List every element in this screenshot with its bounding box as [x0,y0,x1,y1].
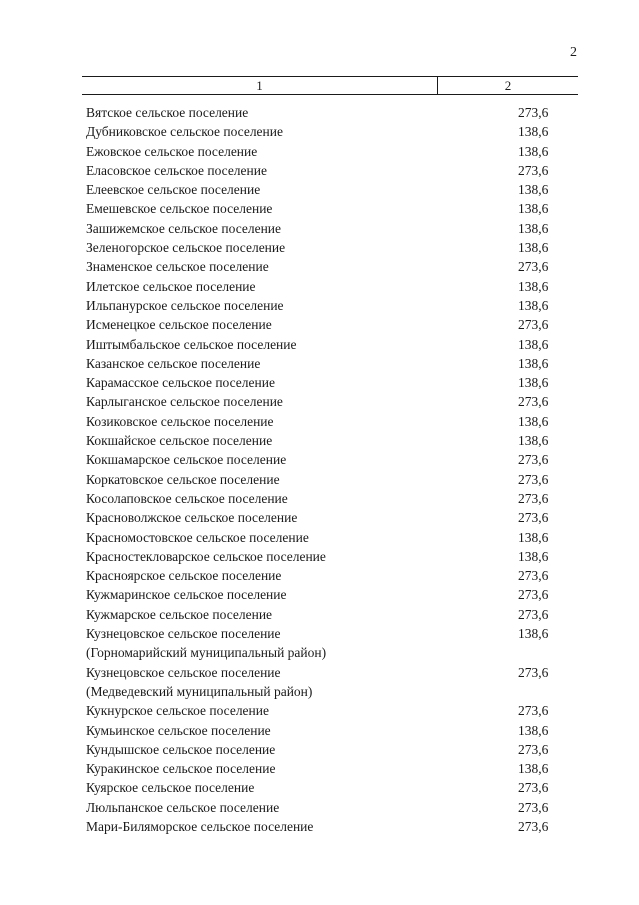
settlement-name: Исменецкое сельское поселение [86,317,272,333]
amount-value: 273,6 [518,568,549,584]
amount-value: 138,6 [518,240,549,256]
table-row [86,315,576,334]
table-row [86,354,576,373]
settlement-name: Куракинское сельское поселение [86,761,276,777]
amount-value: 138,6 [518,722,549,738]
amount-value: 138,6 [518,355,549,371]
settlement-name: Кумьинское сельское поселение [86,722,271,738]
table-body [86,103,576,836]
amount-value: 273,6 [518,703,549,719]
settlement-name: Елеевское сельское поселение [86,182,261,198]
settlement-name: Кужмарское сельское поселение [86,606,273,622]
table-row [86,199,576,218]
amount-value: 273,6 [518,394,549,410]
settlement-name: Красномостовское сельское поселение [86,529,309,545]
table-row [86,335,576,354]
settlement-name: Кокшайское сельское поселение [86,433,273,449]
table-row [86,701,576,720]
settlement-name: Карлыганское сельское поселение [86,394,283,410]
amount-value: 138,6 [518,433,549,449]
settlement-name: Ильпанурское сельское поселение [86,297,284,313]
table-row [86,547,576,566]
column-header-2: 2 [504,78,512,93]
table-row [86,296,576,315]
table-row [86,778,576,797]
amount-value: 138,6 [518,529,549,545]
settlement-name: Илетское сельское поселение [86,278,256,294]
settlement-name: Зашижемское сельское поселение [86,220,282,236]
table-row [86,103,576,122]
settlement-name: Зеленогорское сельское поселение [86,240,286,256]
table-row [86,759,576,778]
settlement-name: Казанское сельское поселение [86,355,261,371]
table-row [86,817,576,836]
settlement-name: Емешевское сельское поселение [86,201,273,217]
settlement-name: Мари-Биляморское сельское поселение [86,818,314,834]
table-row [86,373,576,392]
table-row [86,721,576,740]
settlement-name: Вятское сельское поселение [86,105,249,120]
amount-value: 138,6 [518,548,549,564]
table-row [86,508,576,527]
table-row [86,142,576,161]
amount-value: 138,6 [518,761,549,777]
settlement-name: Кужмаринское сельское поселение [86,587,287,603]
amount-value: 273,6 [518,259,549,275]
settlement-name: Ежовское сельское поселение [86,143,258,159]
amount-value: 273,6 [518,587,549,603]
amount-value: 273,6 [518,741,549,757]
settlement-name: Люльпанское сельское поселение [86,799,280,815]
table-row [86,277,576,296]
column-header-1: 1 [82,77,438,94]
settlement-name: Кузнецовское сельское поселение (Горномарийский муниципальный район) [86,626,327,661]
settlement-name: Кундышское сельское поселение [86,741,276,757]
amount-value: 273,6 [518,818,549,834]
table-row [86,412,576,431]
table-row [86,585,576,604]
amount-value: 138,6 [518,626,549,642]
table-row [86,257,576,276]
settlement-name: Красностекловарское сельское поселение [86,548,326,564]
amount-value: 273,6 [518,510,549,526]
table-row [86,219,576,238]
settlement-name: Козиковское сельское поселение [86,413,274,429]
settlement-name: Кузнецовское сельское поселение (Медведевский муниципальный район) [86,664,313,699]
amount-value: 273,6 [518,105,549,120]
settlement-name: Иштымбальское сельское поселение [86,336,297,352]
table-row [86,180,576,199]
table-row [86,798,576,817]
table-row [86,238,576,257]
amount-value: 138,6 [518,413,549,429]
amount-value: 273,6 [518,452,549,468]
table-row [86,528,576,547]
amount-value: 138,6 [518,297,549,313]
amount-value: 138,6 [518,336,549,352]
table-row [86,566,576,585]
settlement-name: Кукнурское сельское поселение [86,703,269,719]
amount-value: 138,6 [518,182,549,198]
settlement-name: Кокшамарское сельское поселение [86,452,287,468]
amount-value: 138,6 [518,143,549,159]
table-row [86,122,576,141]
table-row [86,624,576,663]
table-row [86,450,576,469]
amount-value: 273,6 [518,490,549,506]
amount-value: 273,6 [518,799,549,815]
table-row [86,605,576,624]
settlement-name: Куярское сельское поселение [86,780,255,796]
amount-value: 138,6 [518,201,549,217]
amount-value: 273,6 [518,471,549,487]
table-row [86,431,576,450]
amount-value: 138,6 [518,375,549,391]
amount-value: 273,6 [518,664,549,680]
settlement-name: Коркатовское сельское поселение [86,471,280,487]
amount-value: 273,6 [518,606,549,622]
table-row [86,663,576,702]
settlement-name: Карамасское сельское поселение [86,375,275,391]
amount-value: 138,6 [518,278,549,294]
amount-value: 273,6 [518,162,549,178]
settlement-name: Красноволжское сельское поселение [86,510,298,526]
page-number: 2 [570,45,577,60]
table-header [82,76,578,95]
table-row [86,740,576,759]
table-row [86,161,576,180]
settlement-name: Еласовское сельское поселение [86,162,267,178]
table-row [86,392,576,411]
amount-value: 138,6 [518,124,549,140]
table-row [86,489,576,508]
table-row [86,470,576,489]
amount-value: 138,6 [518,220,549,236]
amount-value: 273,6 [518,317,549,333]
settlement-name: Дубниковское сельское поселение [86,124,283,140]
settlement-name: Знаменское сельское поселение [86,259,269,275]
settlement-name: Косолаповское сельское поселение [86,490,288,506]
amount-value: 273,6 [518,780,549,796]
settlement-name: Красноярское сельское поселение [86,568,282,584]
